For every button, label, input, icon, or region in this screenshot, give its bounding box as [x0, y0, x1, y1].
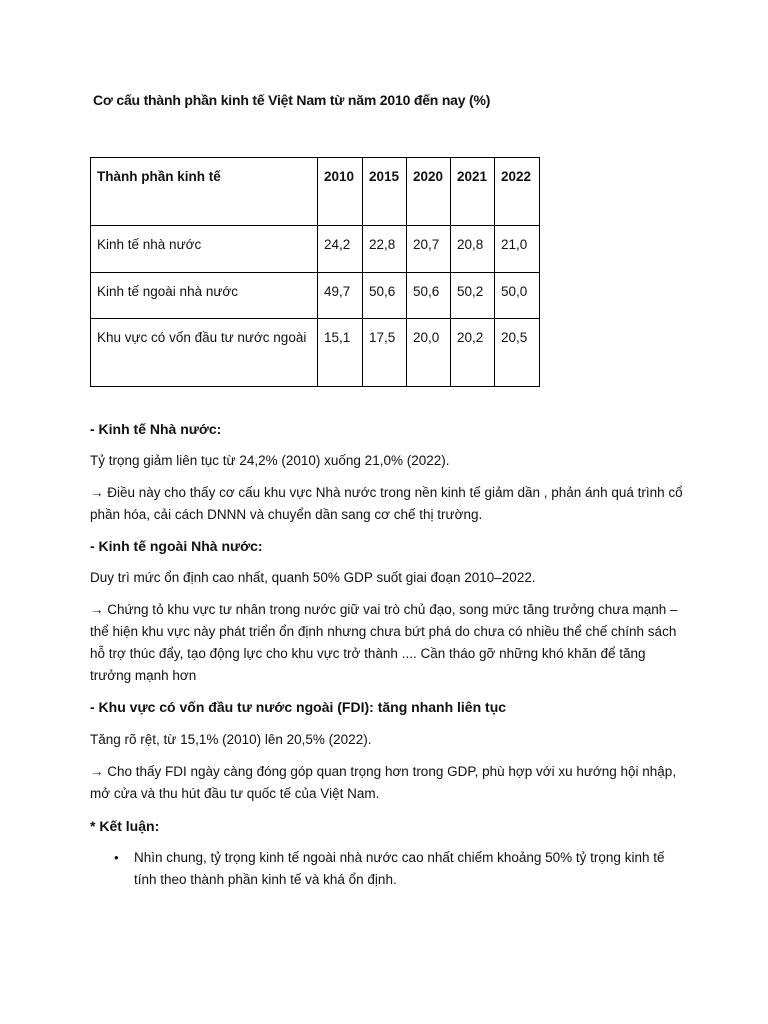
row-label: Kinh tế ngoài nhà nước	[91, 273, 318, 319]
conclusion-heading: * Kết luận:	[90, 818, 160, 834]
row-label: Kinh tế nhà nước	[91, 226, 318, 273]
paragraph: Tăng rõ rệt, từ 15,1% (2010) lên 20,5% (2022).	[90, 732, 372, 747]
row-label: Khu vực có vốn đầu tư nước ngoài	[91, 319, 318, 387]
table-cell: 17,5	[363, 319, 407, 387]
table-cell: 50,6	[363, 273, 407, 319]
section-heading-state-sector: - Kinh tế Nhà nước:	[90, 421, 222, 437]
paragraph: Duy trì mức ổn định cao nhất, quanh 50% GDP suốt giai đoạn 2010–2022.	[90, 570, 536, 585]
table-cell: 21,0	[495, 226, 540, 273]
table-cell: 20,8	[451, 226, 495, 273]
header-cell-component: Thành phần kinh tế	[91, 158, 318, 226]
table-cell: 20,0	[407, 319, 451, 387]
conclusion-list	[90, 847, 690, 891]
section-heading-private-sector: - Kinh tế ngoài Nhà nước:	[90, 538, 263, 554]
table-cell: 15,1	[318, 319, 363, 387]
list-item-text: Nhìn chung, tỷ trọng kinh tế ngoài nhà nước cao nhất chiếm khoảng 50% tỷ trọng kinh tế tính theo thành phần kinh tế và khá ổn định.	[134, 850, 665, 887]
table-cell: 20,5	[495, 319, 540, 387]
paragraph: → Điều này cho thấy cơ cấu khu vực Nhà nước trong nền kinh tế giảm dần , phản ánh quá trình cổ phần hóa, cải cách DNNN và chuyển dần sang cơ chế thị trường.	[90, 485, 683, 522]
table-row	[91, 273, 540, 319]
table-cell: 24,2	[318, 226, 363, 273]
table-header-row	[91, 158, 540, 226]
table-cell: 49,7	[318, 273, 363, 319]
paragraph: → Chứng tỏ khu vực tư nhân trong nước giữ vai trò chủ đạo, song mức tăng trưởng chưa mạnh – thể hiện khu vực này phát triển ổn định nhưng chưa bứt phá do chưa có nhiều thể chế chính sách hỗ trợ thúc đẩy, tạo động lực cho khu vực trở thành .... Cần tháo gỡ những khó khăn để tăng trưởng mạnh hơn	[90, 602, 678, 683]
header-cell-2021: 2021	[451, 158, 495, 226]
table-row	[91, 226, 540, 273]
section-heading-fdi-sector: - Khu vực có vốn đầu tư nước ngoài (FDI): tăng nhanh liên tục	[90, 699, 507, 715]
table-cell: 22,8	[363, 226, 407, 273]
table-row	[91, 319, 540, 387]
header-cell-2010: 2010	[318, 158, 363, 226]
table-cell: 50,6	[407, 273, 451, 319]
header-cell-2015: 2015	[363, 158, 407, 226]
page-title: Cơ cấu thành phần kinh tế Việt Nam từ năm 2010 đến nay (%)	[93, 92, 491, 108]
economic-structure-table	[90, 157, 540, 387]
list-item	[90, 847, 690, 891]
table-cell: 20,7	[407, 226, 451, 273]
header-cell-2022: 2022	[495, 158, 540, 226]
header-cell-2020: 2020	[407, 158, 451, 226]
table-cell: 50,0	[495, 273, 540, 319]
paragraph: → Cho thấy FDI ngày càng đóng góp quan trọng hơn trong GDP, phù hợp với xu hướng hội nhập, mở cửa và thu hút đầu tư quốc tế của Việt Nam.	[90, 764, 677, 801]
paragraph: Tỷ trọng giảm liên tục từ 24,2% (2010) xuống 21,0% (2022).	[90, 453, 450, 468]
bullet-icon: •	[114, 850, 119, 865]
table-cell: 20,2	[451, 319, 495, 387]
table-cell: 50,2	[451, 273, 495, 319]
